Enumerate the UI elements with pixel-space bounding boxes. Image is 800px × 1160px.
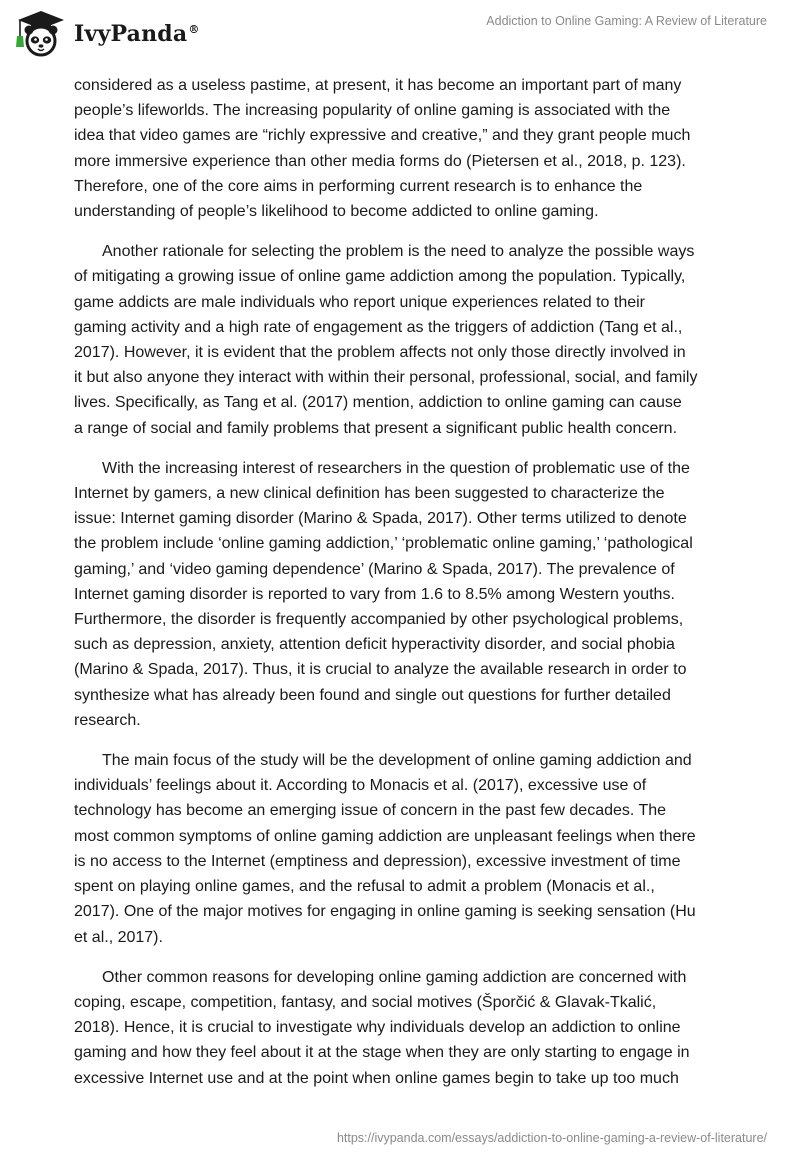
text-line: such as depression, anxiety, attention deficit hyperactivity disorder, and social phobia — [74, 636, 675, 654]
paragraph-4 — [74, 748, 734, 950]
text-line: more immersive experience than other media forms do (Pietersen et al., 2018, p. 123). — [74, 152, 686, 170]
text-line: Furthermore, the disorder is frequently accompanied by other psychological problems, — [74, 611, 684, 629]
text-line: et al., 2017). — [74, 928, 163, 946]
logo-name: IvyPanda — [74, 21, 188, 47]
text-line: the problem include ‘online gaming addiction,’ ‘problematic online gaming,’ ‘pathological — [74, 535, 693, 553]
text-line: it but also anyone they interact with within their personal, professional, social, and family — [74, 369, 698, 387]
paragraph-1 — [74, 73, 734, 224]
logo-wordmark — [74, 21, 200, 47]
text-line: 2017). One of the major motives for engaging in online gaming is seeking sensation (Hu — [74, 903, 696, 921]
text-line: issue: Internet gaming disorder (Marino & Spada, 2017). Other terms utilized to denote — [74, 510, 687, 528]
text-line: research. — [74, 711, 141, 729]
paragraph-3 — [74, 456, 734, 733]
text-line: Other common reasons for developing online gaming addiction are concerned with — [102, 968, 687, 986]
text-line: individuals’ feelings about it. According to Monacis et al. (2017), excessive use of — [74, 777, 647, 795]
text-line: people’s lifeworlds. The increasing popularity of online gaming is associated with the — [74, 102, 671, 120]
paragraph-2 — [74, 239, 734, 441]
text-line: Another rationale for selecting the problem is the need to analyze the possible ways — [102, 243, 695, 261]
text-line: gaming activity and a high rate of engagement as the triggers of addiction (Tang et al., — [74, 318, 683, 336]
text-line: 2018). Hence, it is crucial to investigate why individuals develop an addiction to online — [74, 1019, 681, 1037]
text-line: game addicts are male individuals who report unique experiences related to their — [74, 293, 645, 311]
text-line: considered as a useless pastime, at present, it has become an important part of many — [74, 77, 682, 94]
text-line: (Marino & Spada, 2017). Thus, it is crucial to analyze the available research in order to — [74, 661, 687, 679]
text-line: spent on playing online games, and the refusal to admit a problem (Monacis et al., — [74, 878, 655, 896]
text-line: technology has become an emerging issue of concern in the past few decades. The — [74, 802, 667, 820]
panda-graduate-icon — [14, 9, 68, 59]
source-url-link[interactable]: https://ivypanda.com/essays/addiction-to-online-gaming-a-review-of-literature/ — [336, 1131, 767, 1145]
text-line: gaming,’ and ‘video gaming dependence’ (Marino & Spada, 2017). The prevalence of — [74, 560, 675, 578]
paragraph-5 — [74, 965, 734, 1091]
text-line: The main focus of the study will be the development of online gaming addiction and — [102, 752, 692, 770]
text-line: gaming and how they feel about it at the stage when they are only starting to engage in — [74, 1044, 690, 1062]
text-line: 2017). However, it is evident that the problem affects not only those directly involved in — [74, 344, 686, 362]
text-line: coping, escape, competition, fantasy, and social motives (Šporčić & Glavak-Tkalić, — [74, 993, 657, 1011]
ivypanda-logo[interactable] — [14, 8, 200, 60]
text-line: most common symptoms of online gaming addiction are unpleasant feelings when there — [74, 827, 696, 845]
text-line: lives. Specifically, as Tang et al. (2017) mention, addiction to online gaming can cause — [74, 394, 682, 412]
text-line: excessive Internet use and at the point when online games begin to take up too much — [74, 1069, 679, 1087]
text-line: a range of social and family problems that present a significant public health concern. — [74, 419, 678, 437]
text-line: With the increasing interest of researchers in the question of problematic use of the — [102, 459, 690, 477]
text-line: Therefore, one of the core aims in performing current research is to enhance the — [74, 177, 643, 195]
text-line: idea that video games are “richly expressive and creative,” and they grant people much — [74, 127, 691, 145]
text-line: of mitigating a growing issue of online game addiction among the population. Typically, — [74, 268, 686, 286]
text-line: is no access to the Internet (emptiness and depression), excessive investment of time — [74, 852, 681, 870]
text-line: synthesize what has already been found and single out questions for further detailed — [74, 686, 671, 704]
text-line: understanding of people’s likelihood to become addicted to online gaming. — [74, 203, 599, 221]
text-line: Internet by gamers, a new clinical definition has been suggested to characterize the — [74, 485, 665, 503]
essay-body — [74, 73, 734, 1106]
document-title: Addiction to Online Gaming: A Review of Literature — [486, 14, 767, 28]
registered-mark: ® — [188, 22, 200, 36]
text-line: Internet gaming disorder is reported to vary from 1.6 to 8.5% among Western youths. — [74, 585, 675, 603]
page-header — [0, 0, 800, 70]
